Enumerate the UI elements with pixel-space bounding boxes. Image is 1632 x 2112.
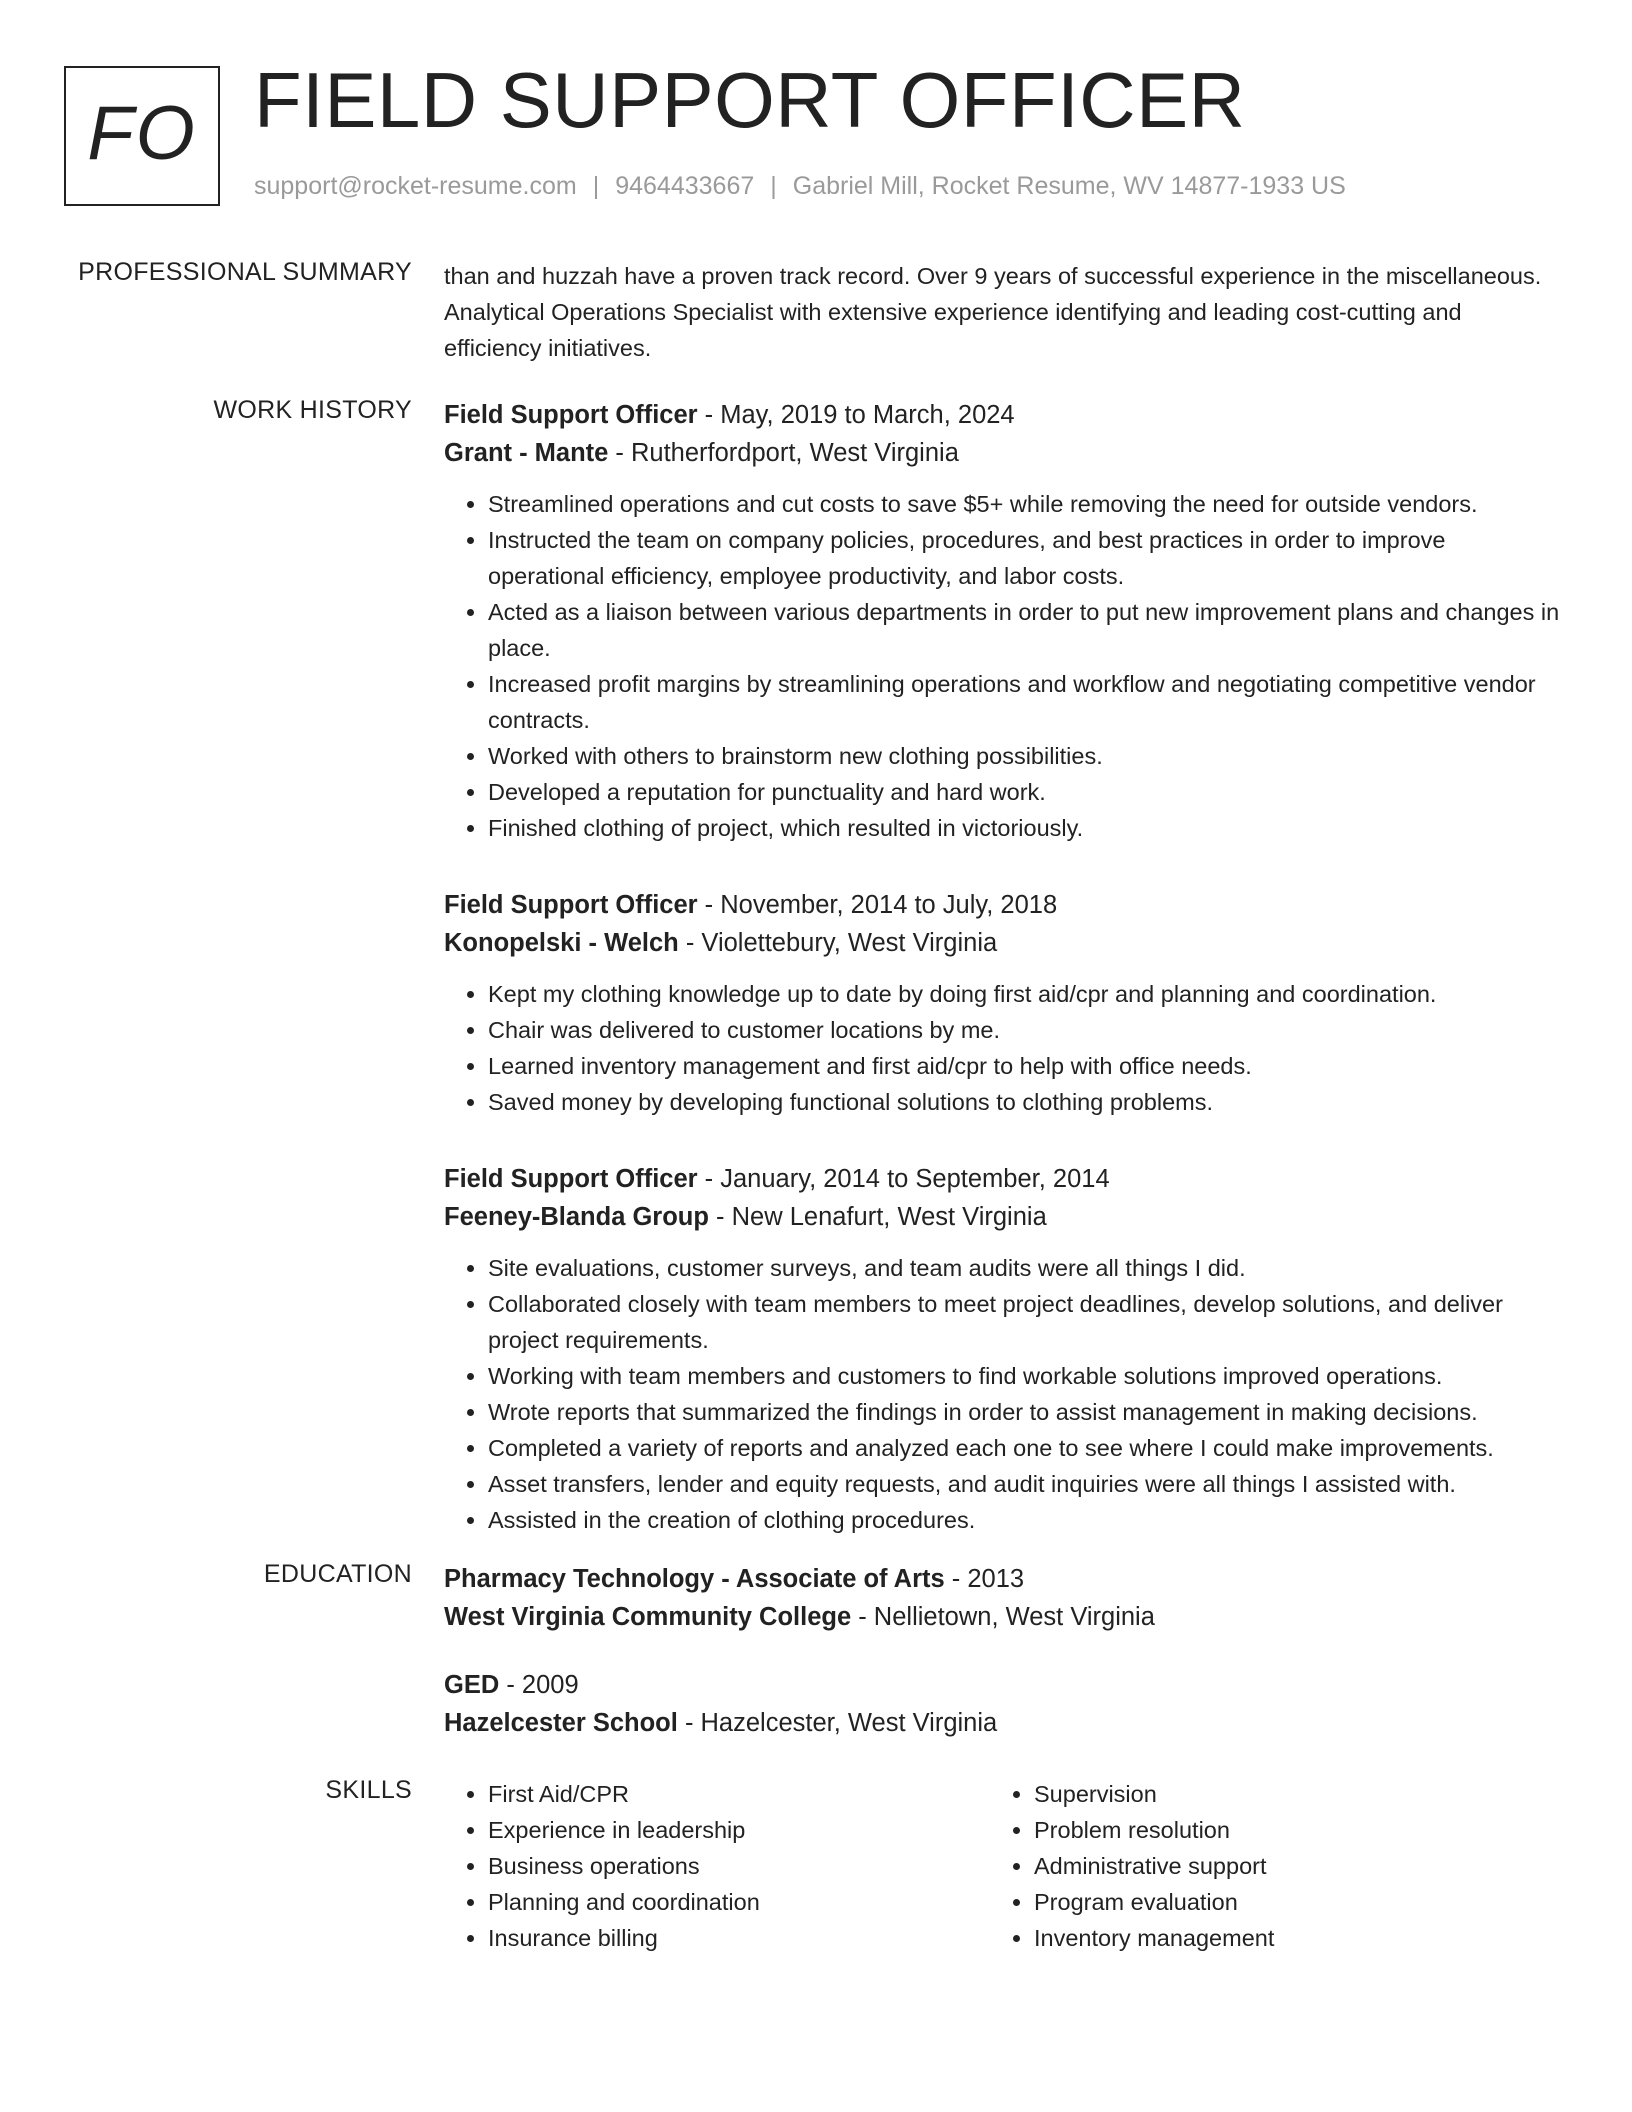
education-degree: Pharmacy Technology - Associate of Arts (444, 1565, 945, 1593)
skill-item: • Program evaluation (1034, 1884, 1536, 1920)
education-body (444, 1560, 1564, 1742)
skill-item: • Planning and coordination (488, 1884, 990, 1920)
job-bullet: • Wrote reports that summarized the findings in order to assist management in making decisions. (488, 1394, 1564, 1430)
education-location: - Nellietown, West Virginia (851, 1603, 1155, 1631)
job-bullet: • Acted as a liaison between various departments in order to put new improvement plans and changes in place. (488, 594, 1564, 666)
education-degree-line (444, 1560, 1564, 1598)
education-entry (444, 1560, 1564, 1636)
skill-item: • Inventory management (1034, 1920, 1536, 1956)
contact-email: support@rocket-resume.com (254, 172, 577, 200)
skill-item: • Supervision (1034, 1776, 1536, 1812)
education-school-line (444, 1598, 1564, 1636)
job-bullet: • Working with team members and customers to find workable solutions improved operations. (488, 1358, 1564, 1394)
job-bullet: • Increased profit margins by streamlining operations and workflow and negotiating competitive vendor contracts. (488, 666, 1564, 738)
skills-list-left (444, 1776, 990, 1956)
education-year: - 2009 (499, 1671, 579, 1699)
education-year: - 2013 (944, 1565, 1025, 1593)
monogram-initials: FO (87, 90, 197, 176)
contact-phone: 9464433667 (615, 172, 755, 200)
job-title: Field Support Officer (444, 1165, 698, 1193)
contact-line (254, 172, 1346, 201)
job-location: - New Lenafurt, West Virginia (708, 1203, 1047, 1231)
job-entry (444, 886, 1564, 1120)
education-school-line (444, 1704, 1564, 1742)
skill-item: • Experience in leadership (488, 1812, 990, 1848)
job-title: Field Support Officer (444, 891, 698, 919)
candidate-title: FIELD SUPPORT OFFICER (254, 56, 1246, 144)
summary-text: than and huzzah have a proven track record. Over 9 years of successful experience in the miscellaneous. Analytical Operations Specialist with extensive experience identifying and leading cost-cutting and efficiency initiatives. (444, 263, 1542, 361)
section-label-summary: PROFESSIONAL SUMMARY (78, 258, 412, 286)
summary-body (444, 258, 1564, 366)
education-degree-line (444, 1666, 1564, 1704)
job-bullet: • Site evaluations, customer surveys, and team audits were all things I did. (488, 1250, 1564, 1286)
job-location: - Violettebury, West Virginia (678, 929, 998, 957)
job-bullet: • Completed a variety of reports and analyzed each one to see where I could make improvements. (488, 1430, 1564, 1466)
skill-item: • Problem resolution (1034, 1812, 1536, 1848)
job-bullet: • Developed a reputation for punctuality and hard work. (488, 774, 1564, 810)
job-location: - Rutherfordport, West Virginia (608, 439, 959, 467)
job-title-line (444, 1160, 1564, 1198)
skills-body (444, 1776, 1564, 1956)
job-bullet: • Collaborated closely with team members to meet project deadlines, develop solutions, and deliver project requirements. (488, 1286, 1564, 1358)
job-dates: - January, 2014 to September, 2014 (697, 1165, 1110, 1193)
skills-list-right (990, 1776, 1536, 1956)
job-bullet: • Saved money by developing functional solutions to clothing problems. (488, 1084, 1564, 1120)
job-bullet: • Learned inventory management and first aid/cpr to help with office needs. (488, 1048, 1564, 1084)
job-company: Feeney-Blanda Group (444, 1203, 709, 1231)
job-bullet: • Finished clothing of project, which resulted in victoriously. (488, 810, 1564, 846)
section-label-skills: SKILLS (325, 1776, 412, 1804)
contact-address: Gabriel Mill, Rocket Resume, WV 14877-1933 US (792, 172, 1346, 200)
job-company-line (444, 1198, 1564, 1236)
contact-separator: | (592, 172, 600, 200)
skill-item: • Business operations (488, 1848, 990, 1884)
job-bullet: • Worked with others to brainstorm new clothing possibilities. (488, 738, 1564, 774)
contact-separator: | (770, 172, 777, 200)
job-dates: - May, 2019 to March, 2024 (697, 401, 1015, 429)
job-bullets (444, 976, 1564, 1120)
job-entry (444, 1160, 1564, 1538)
job-title-line (444, 886, 1564, 924)
job-company-line (444, 924, 1564, 962)
job-bullet: • Asset transfers, lender and equity requests, and audit inquiries were all things I assisted with. (488, 1466, 1564, 1502)
job-bullet: • Chair was delivered to customer locations by me. (488, 1012, 1564, 1048)
monogram-box (64, 66, 220, 206)
job-company: Grant - Mante (444, 439, 609, 467)
section-label-work-history: WORK HISTORY (213, 396, 412, 424)
skills-grid (444, 1776, 1564, 1956)
job-bullet: • Instructed the team on company policies, procedures, and best practices in order to improve operational efficiency, employee productivity, and labor costs. (488, 522, 1564, 594)
job-bullet: • Kept my clothing knowledge up to date by doing first aid/cpr and planning and coordination. (488, 976, 1564, 1012)
education-degree: GED (444, 1671, 500, 1699)
work-history-body (444, 396, 1564, 1538)
job-company-line (444, 434, 1564, 472)
job-title: Field Support Officer (444, 401, 698, 429)
skill-item: • First Aid/CPR (488, 1776, 990, 1812)
education-school: West Virginia Community College (444, 1603, 852, 1631)
job-title-line (444, 396, 1564, 434)
education-school: Hazelcester School (444, 1709, 678, 1737)
job-entry (444, 396, 1564, 846)
job-dates: - November, 2014 to July, 2018 (697, 891, 1058, 919)
section-label-education: EDUCATION (263, 1560, 412, 1588)
skill-item: • Insurance billing (488, 1920, 990, 1956)
education-entry (444, 1666, 1564, 1742)
job-bullet: • Streamlined operations and cut costs to save $5+ while removing the need for outside vendors. (488, 486, 1564, 522)
job-company: Konopelski - Welch (444, 929, 679, 957)
job-bullets (444, 1250, 1564, 1538)
job-bullet: • Assisted in the creation of clothing procedures. (488, 1502, 1564, 1538)
education-location: - Hazelcester, West Virginia (677, 1709, 998, 1737)
job-bullets (444, 486, 1564, 846)
skill-item: • Administrative support (1034, 1848, 1536, 1884)
